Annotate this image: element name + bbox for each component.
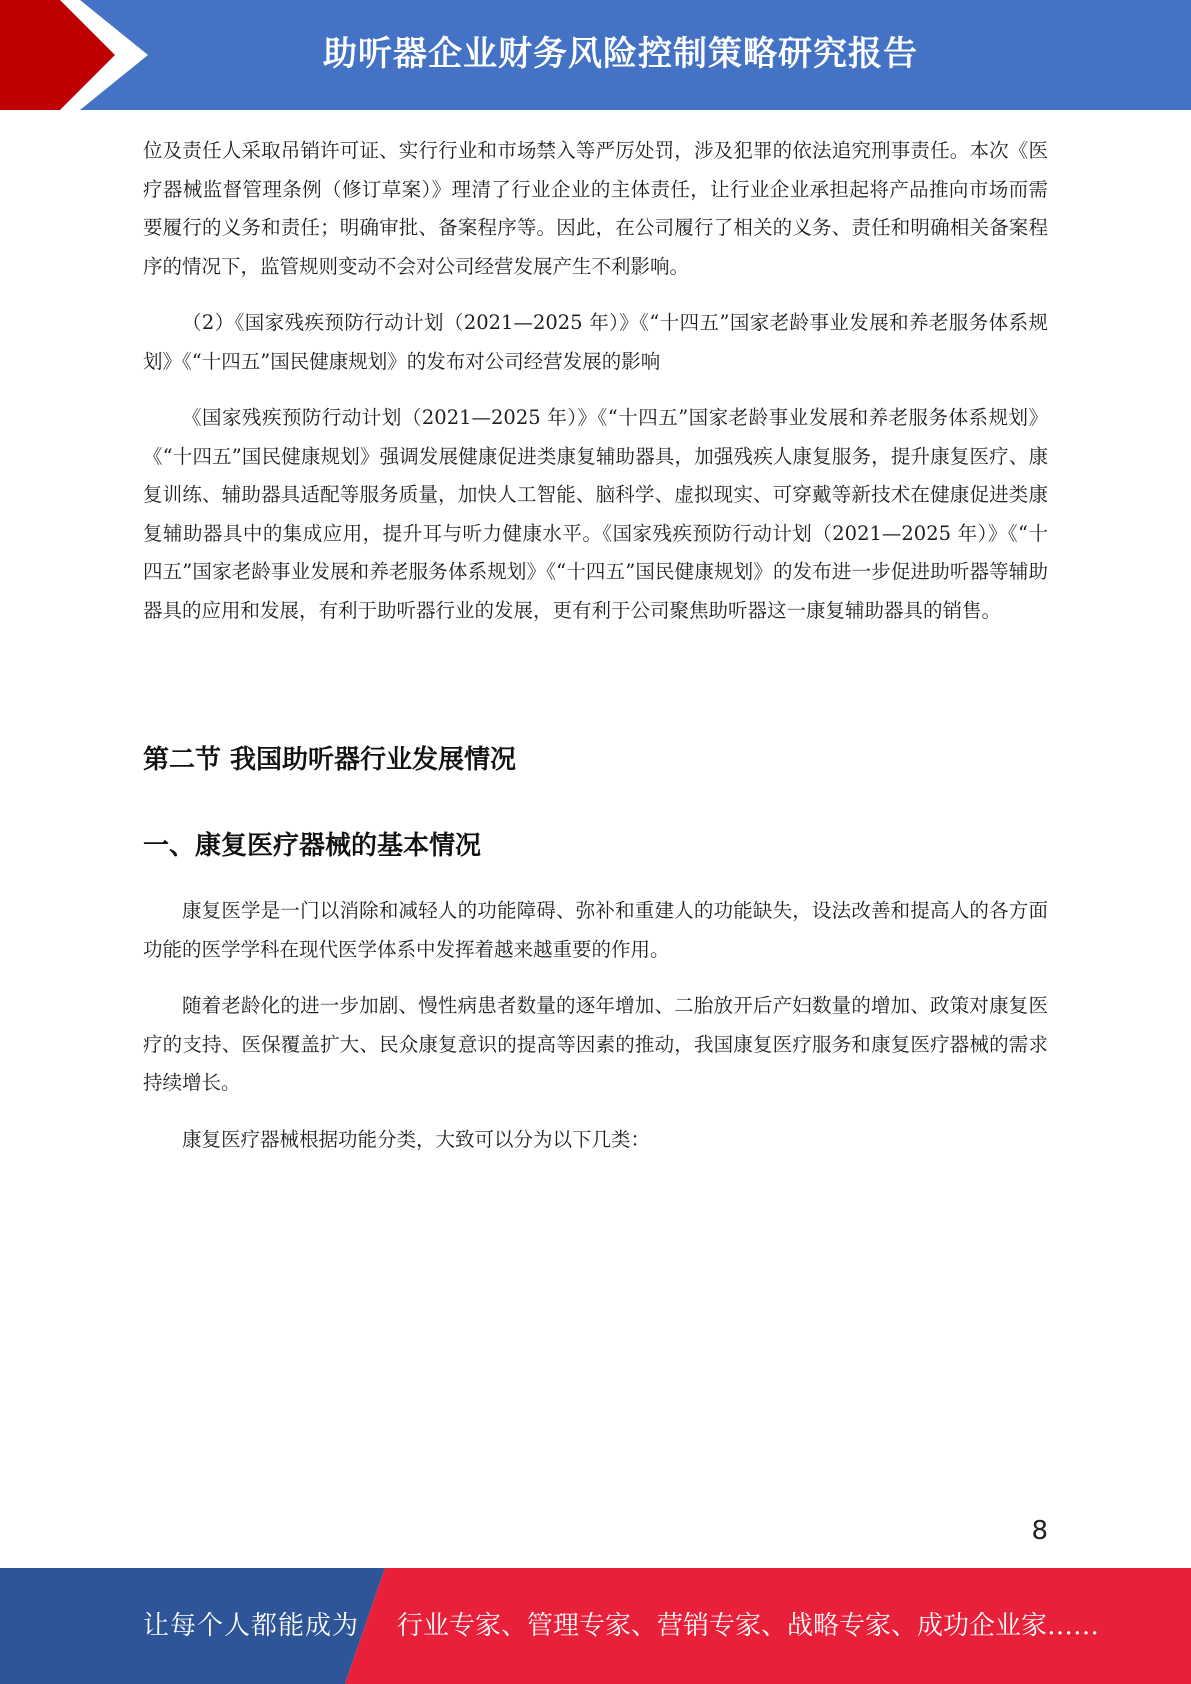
page-body [143,132,1048,1159]
paragraph-classification: 康复医疗器械根据功能分类，大致可以分为以下几类： [182,1127,651,1151]
page-number: 8 [1031,1516,1048,1546]
paragraph-regulation: 位及责任人采取吊销许可证、实行行业和市场禁入等严厉处罚，涉及犯罪的依法追究刑事责任。本次《医疗器械监督管理条例（修订草案）》理清了行业企业的主体责任，让行业企业承担起将产品推向市场而需要履行的义务和责任；明确审批、备案程序等。因此，在公司履行了相关的义务、责任和明确相关备案程序的情况下，监管规则变动不会对公司经营发展产生不利影响。 [143,139,1048,278]
paragraph-rehab-medicine: 康复医学是一门以消除和减轻人的功能障碍、弥补和重建人的功能缺失，设法改善和提高人的各方面功能的医学学科在现代医学体系中发挥着越来越重要的作用。 [143,899,1048,961]
page-footer [0,1568,1191,1684]
report-title: 助听器企业财务风险控制策略研究报告 [323,34,918,74]
header-arrow-icon [0,0,160,110]
footer-slogan-left: 让每个人都能成为 [143,1611,360,1641]
paragraph-policy-item: （2）《国家残疾预防行动计划（2021—2025 年）》《“十四五”国家老龄事业发展和养老服务体系规划》《“十四五”国民健康规划》的发布对公司经营发展的影响 [143,311,1048,373]
subsection-heading: 一、康复医疗器械的基本情况 [143,831,482,861]
paragraph-policy-impact: 《国家残疾预防行动计划（2021—2025 年）》《“十四五”国家老龄事业发展和养老服务体系规划》《“十四五”国民健康规划》强调发展健康促进类康复辅助器具，加强残疾人康复服务，提升康复医疗、康复训练、辅助器具适配等服务质量，加快人工智能、脑科学、虚拟现实、可穿戴等新技术在健康促进类康复辅助器具中的集成应用，提升耳与听力健康水平。《国家残疾预防行动计划（2021—2025 年）》《“十四五”国家老龄事业发展和养老服务体系规划》《“十四五”国民健康规划》的发布进一步促进助听器等辅助器具的应用和发展，有利于助听器行业的发展，更有利于公司聚焦助听器这一康复辅助器具的销售。 [143,406,1048,622]
page-header [0,0,1191,110]
section-heading: 第二节 我国助听器行业发展情况 [143,745,517,775]
paragraph-demand-growth: 随着老龄化的进一步加剧、慢性病患者数量的逐年增加、二胎放开后产妇数量的增加、政策对康复医疗的支持、医保覆盖扩大、民众康复意识的提高等因素的推动，我国康复医疗服务和康复医疗器械的需求持续增长。 [143,994,1048,1094]
footer-slogan-right: 行业专家、管理专家、营销专家、战略专家、成功企业家…… [397,1611,1100,1641]
